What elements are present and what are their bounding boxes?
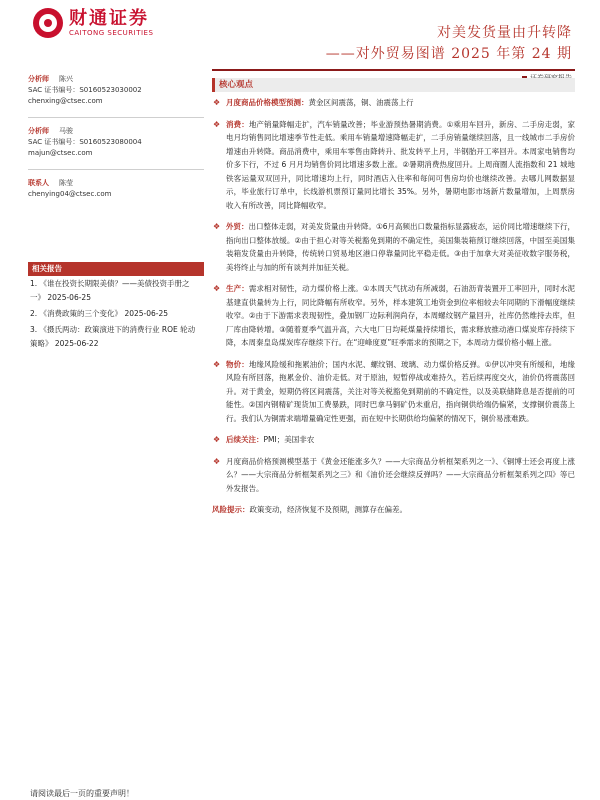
contact-email[interactable]: chenying04@ctsec.com <box>28 190 112 198</box>
paragraph-lead: 消费： <box>226 119 249 129</box>
analyst-email[interactable]: majun@ctsec.com <box>28 149 93 157</box>
paragraph-text: PMI；美国非农 <box>263 435 315 444</box>
analyst-sidebar <box>28 74 204 210</box>
related-report-date: 2025-06-22 <box>54 339 99 348</box>
diamond-bullet-icon: ❖ <box>213 98 221 107</box>
footer-disclaimer: 请阅读最后一页的重要声明！ <box>30 789 134 798</box>
paragraph-lead: 外贸： <box>226 222 249 231</box>
report-title <box>326 24 572 64</box>
contact-name: 陈莹 <box>59 179 73 187</box>
logo-english-name: CAITONG SECURITIES <box>69 29 154 37</box>
production-paragraph <box>212 282 575 350</box>
report-title-main: 对美发货量由升转降 <box>437 25 572 41</box>
paragraph-text: 出口整体走弱，对美发货量由升转降。①6月高频出口数量指标显露疲态，运价同比增速继续下行，指向出口整体放缓。②由于担心对等关税豁免到期的不确定性，美国集装箱预订继续回落，中国至美国集装箱发货量由升转降，传统转口贸易地区港口停靠量同比平稳走低。③由于加拿大对美征收数字服务税，美将终止与加的所有谈判并加征关税。 <box>226 222 575 272</box>
contact-card <box>28 178 204 200</box>
risk-lead: 风险提示： <box>212 505 250 514</box>
diamond-bullet-icon: ❖ <box>213 456 221 466</box>
diamond-bullet-icon: ❖ <box>213 359 221 369</box>
consumption-paragraph <box>212 118 575 213</box>
related-report-item[interactable] <box>28 306 204 322</box>
followup-paragraph <box>212 433 575 447</box>
related-report-title[interactable]: 2. 《消费政策的三个变化》 <box>30 309 123 318</box>
paragraph-lead: 月度商品价格模型预测： <box>226 98 309 107</box>
paragraph-text: 需求相对韧性，动力煤价格上涨。①本周天气扰动有所减弱，石油沥青装置开工率回升，同时水泥基建直供量转为上行，同比降幅有所收窄。另外，样本建筑工地资金到位率相较去年同期的下滑幅度继续收窄。②由于下游需求表现韧性，叠加钢厂边际利润尚存，本周螺纹钢产量回升，社库仍然维持去库，但厂库由降转增。③随着夏季气温升高，六大电厂日均耗煤量持续增长，需求释放推动港口煤炭库存持续下降，本周秦皇岛煤炭库存继续下行。在“迎峰度夏”旺季需求的预期之下，本周动力煤价格小幅上涨。 <box>226 284 575 347</box>
related-reports-heading: 相关报告 <box>28 262 204 276</box>
diamond-bullet-icon: ❖ <box>213 284 221 293</box>
analyst-role: 分析师 <box>28 127 49 135</box>
analyst-name: 陈兴 <box>59 75 73 83</box>
paragraph-text: 地产销量降幅走扩，汽车销量改善；毕业游预热暑期消费。①乘用车回升，新房、二手房走弱，家电月均销售同比增速季节性走低。乘用车销量增速降幅走扩，二手房销量继续回落，且一线城市二手房价增速由升转降。商品消费中，乘用车零售由降转升、批发转平上月，半钢胎开工率回升。本周家电销售均价多下行，不过 6 月月均销售价同比增速多数上涨。②暑期消费热度回升。上周商圈人流指数和 21 城地铁客运量双双回升，同比增速均上行，同时酒店入住率和每间可售房均价也继续改善。去哪儿网数据显示，毕业旅行订单中，长线游机票预订量同比增长 35%。另外，暑期电影市场新片数量增加，上周票房收入有所改善，同比降幅收窄。 <box>226 119 575 210</box>
diamond-bullet-icon: ❖ <box>213 222 221 231</box>
related-report-date: 2025-06-25 <box>124 309 169 318</box>
paragraph-lead: 生产： <box>226 284 249 293</box>
intro-paragraph <box>212 96 575 110</box>
diamond-bullet-icon: ❖ <box>213 435 221 444</box>
analyst-card <box>28 74 204 107</box>
paragraph-text: 月度商品价格预测模型基于《黄金还能涨多久？——大宗商品分析框架系列之一》、《铜博士还会再度上涨么？——大宗商品分析框架系列之三》和《油价还会继续反弹吗？——大宗商品分析框架系列之四》等已外发报告。 <box>226 456 575 493</box>
analyst-sac: SAC 证书编号：S0160523030002 <box>28 86 142 94</box>
divider <box>28 117 204 118</box>
paragraph-text: 黄金区间震荡，铜、油震荡上行 <box>308 98 414 107</box>
paragraph-lead: 物价： <box>226 359 249 369</box>
paragraph-text: 地缘风险缓和拖累油价；国内水泥、螺纹钢、玻璃、动力煤价格反弹。①伊以冲突有所缓和，地缘风险有所回落，拖累金价、油价走低。对于原油，短暂停战或难持久，若后续再度交火，油价仍将震荡回升。对于黄金，短期仍将区间震荡，关注对等关税豁免到期前的不确定性，以及美联储降息是否提前的可能性。②国内钢精矿现货加工费暴跌，同时巴拿马铜矿仍未重启，指向铜供给端仍偏紧，支撑铜价震荡上行。我们认为铜需求端增量确定性更强，而在短中长期供给均偏紧的情况下，铜价易涨难跌。 <box>226 359 575 423</box>
related-report-title[interactable]: 3. 《摄氏两动：政策演进下的消费行业 ROE 轮动策略》 <box>30 325 196 348</box>
risk-paragraph <box>212 503 575 517</box>
related-reports <box>28 262 204 352</box>
model-note-paragraph <box>212 455 575 496</box>
report-title-sub: ——对外贸易图谱 2025 年第 24 期 <box>325 46 572 62</box>
related-report-date: 2025-06-25 <box>47 293 91 302</box>
contact-role: 联系人 <box>28 179 49 187</box>
section-heading: 核心观点 <box>212 78 575 92</box>
report-header <box>0 0 600 70</box>
analyst-sac: SAC 证书编号：S0160523080004 <box>28 138 142 146</box>
main-content <box>212 78 575 517</box>
logo-chinese-name: 财通证券 <box>69 8 149 29</box>
diamond-bullet-icon: ❖ <box>213 119 221 129</box>
analyst-email[interactable]: chenxing@ctsec.com <box>28 97 103 105</box>
analyst-card <box>28 126 204 159</box>
company-logo <box>33 8 153 38</box>
divider <box>28 169 204 170</box>
prices-paragraph <box>212 358 575 426</box>
related-report-item[interactable] <box>28 276 204 306</box>
paragraph-lead: 后续关注： <box>226 435 264 444</box>
related-report-title[interactable]: 1. 《谁在投资长期限美债？——美债投资手册之一》 <box>30 279 190 302</box>
logo-icon <box>33 8 63 38</box>
trade-paragraph <box>212 220 575 274</box>
risk-text: 政策变动，经济恢复不及预期，测算存在偏差。 <box>249 505 407 514</box>
analyst-name: 马骏 <box>59 127 73 135</box>
header-rule <box>212 69 575 71</box>
analyst-role: 分析师 <box>28 75 49 83</box>
related-report-item[interactable] <box>28 322 204 352</box>
